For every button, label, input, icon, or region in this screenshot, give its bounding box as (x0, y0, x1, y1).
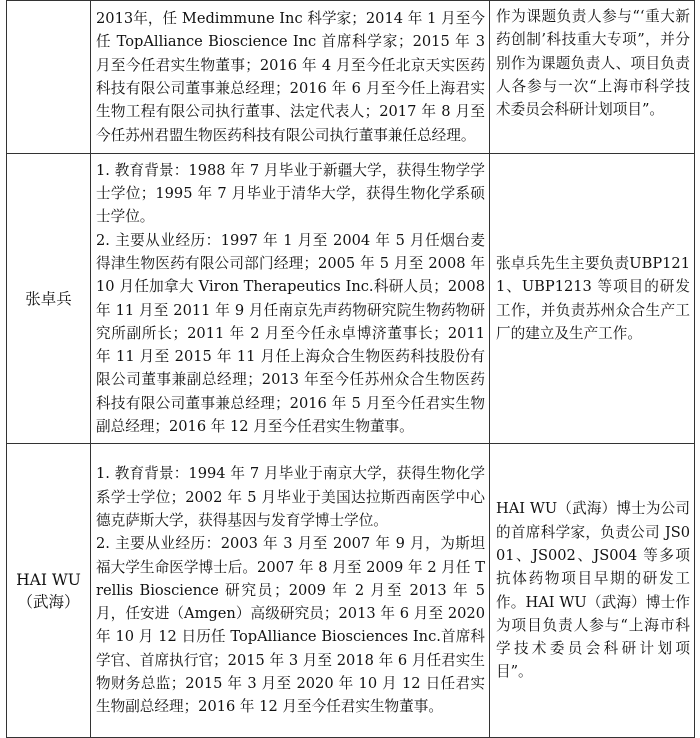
bio-cell (91, 1, 490, 154)
name-line-1: HAI WU (16, 570, 81, 589)
role-cell: HAI WU（武海）博士为公司的首席科学家，负责公司 JS001、JS002、JS004 等多项抗体药物项目早期的研发工作。HAI WU（武海）博士作为项目负责人参与“上海市科学技术委员会科研计划项目”。 (490, 444, 695, 738)
bio-paragraph-experience: 2. 主要从业经历：2003 年 3 月至 2007 年 9 月，为斯坦福大学生命医学博士后。2007 年 8 月至 2009 年 2 月任 Trellis Bioscience 研究员；2009 年 2 月至 2013 年 5 月，任安进（Amgen）高级研究员；2013 年 6 月至 2020 年 10 月 12 日历任 TopAlliance Biosciences Inc.首席科学官、首席执行官；2015 年 3 月至 2018 年 6 月任君实生物财务总监；2015 年 3 月至 2020 年 10 月 12 日任君实生物副总经理；2016 年 12 月至今任君实生物董事。 (96, 535, 485, 716)
bio-cell (91, 444, 490, 738)
role-cell: 张卓兵先生主要负责UBP1211、UBP1213 等项目的研发工作，并负责苏州众合生产工厂的建立及生产工作。 (490, 154, 695, 444)
name-line-2: （武海） (17, 592, 80, 611)
name-cell (7, 444, 91, 738)
table-row (7, 444, 695, 738)
bio-paragraph-experience: 2. 主要从业经历：1997 年 1 月至 2004 年 5 月任烟台麦得津生物医药有限公司部门经理；2005 年 5 月至 2008 年 10 月任加拿大 Viron Therapeutics Inc.科研人员；2008 年 11 月至 2011 年 9 月任南京先声药物研究院生物药物研究所副所长；2011 年 2 月至今任永卓博济董事长；2011 年 11 月至 2015 年 11 月任上海众合生物医药科技股份有限公司董事兼副总经理；2013 年至今任苏州众合生物医药科技有限公司董事兼总经理；2016 年 5 月至今任君实生物副总经理；2016 年 12 月至今任君实生物董事。 (96, 231, 485, 435)
role-cell: 作为课题负责人参与“‘重大新药创制’科技重大专项”，并分别作为课题负责人、项目负责人各参与一次“上海市科学技术委员会科研计划项目”。 (490, 1, 695, 154)
bio-paragraph-education: 1. 教育背景：1994 年 7 月毕业于南京大学，获得生物化学系学士学位；2002 年 5 月毕业于美国达拉斯西南医学中心德克萨斯大学，获得基因与发育学博士学位。 (96, 465, 485, 529)
table-row (7, 154, 695, 444)
personnel-table (6, 0, 695, 738)
name-cell (7, 1, 91, 154)
bio-paragraph: 2013年，任 Medimmune Inc 科学家；2014 年 1 月至今任 TopAlliance Bioscience Inc 首席科学家；2015 年 3 月至今任君实生物董事；2016 年 4 月至今任北京天实医药科技有限公司董事兼总经理；2016 年 6 月至今任上海君实生物工程有限公司执行董事、法定代表人；2017 年 8 月至今任苏州君盟生物医药科技有限公司执行董事兼任总经理。 (96, 10, 485, 144)
name-cell: 张卓兵 (7, 154, 91, 444)
bio-cell (91, 154, 490, 444)
bio-paragraph-education: 1. 教育背景：1988 年 7 月毕业于新疆大学，获得生物学学士学位；1995 年 7 月毕业于清华大学，获得生物化学系硕士学位。 (96, 161, 485, 226)
table-row (7, 1, 695, 154)
